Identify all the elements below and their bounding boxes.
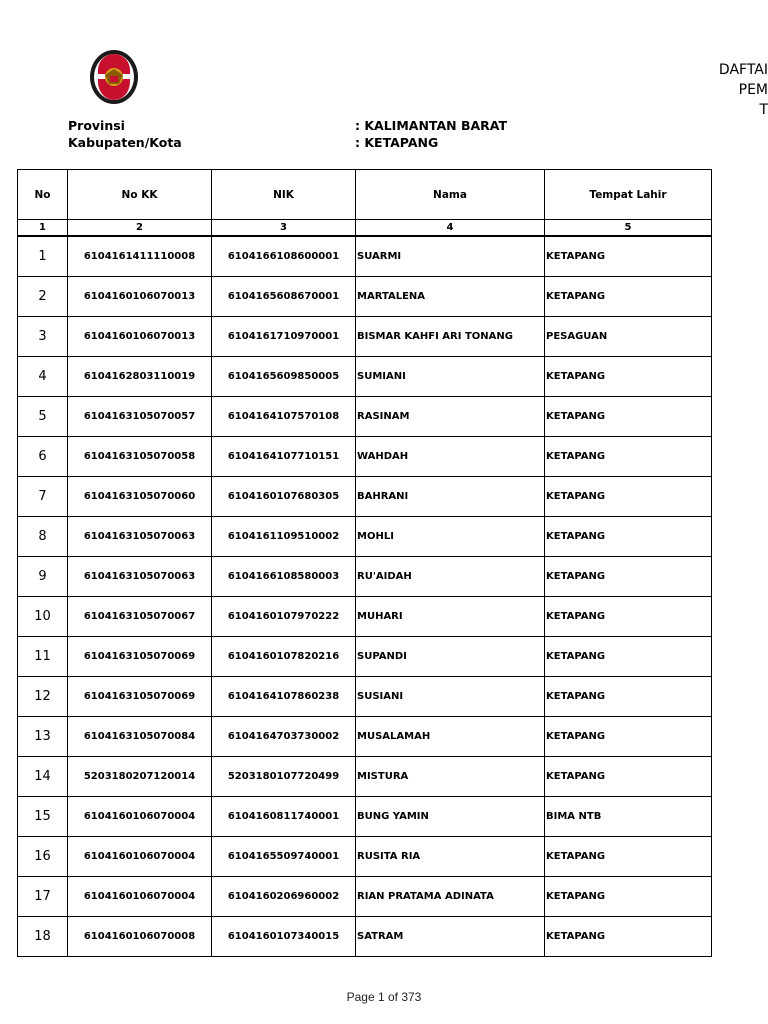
table-row	[18, 277, 712, 317]
cell-nik: 6104165609850005	[212, 357, 356, 397]
table-row	[18, 477, 712, 517]
cell-no-kk: 6104163105070069	[68, 637, 212, 677]
cell-nama: WAHDAH	[356, 437, 545, 477]
cell-no: 3	[18, 317, 68, 357]
table-row	[18, 917, 712, 957]
cell-nik: 6104165608670001	[212, 277, 356, 317]
cell-no-kk: 6104160106070004	[68, 797, 212, 837]
table-row	[18, 837, 712, 877]
title-line-1: DAFTAI	[718, 62, 768, 78]
cell-nama: MARTALENA	[356, 277, 545, 317]
cell-nik: 6104166108580003	[212, 557, 356, 597]
cell-tempat-lahir: KETAPANG	[545, 397, 712, 437]
cell-nik: 6104164107710151	[212, 437, 356, 477]
cell-nama: SUMIANI	[356, 357, 545, 397]
cell-nama: RIAN PRATAMA ADINATA	[356, 877, 545, 917]
cell-no: 5	[18, 397, 68, 437]
table-row	[18, 877, 712, 917]
cell-no-kk: 5203180207120014	[68, 757, 212, 797]
cell-tempat-lahir: KETAPANG	[545, 236, 712, 277]
cell-nik: 6104164107570108	[212, 397, 356, 437]
page-number: Page 1 of 373	[346, 990, 422, 1004]
table-row	[18, 517, 712, 557]
cell-tempat-lahir: KETAPANG	[545, 837, 712, 877]
cell-nama: MISTURA	[356, 757, 545, 797]
cell-no-kk: 6104163105070069	[68, 677, 212, 717]
cell-nama: RUSITA RIA	[356, 837, 545, 877]
cell-nik: 6104160811740001	[212, 797, 356, 837]
cell-no: 14	[18, 757, 68, 797]
cell-tempat-lahir: KETAPANG	[545, 517, 712, 557]
cell-nama: SUARMI	[356, 236, 545, 277]
cell-nama: RU'AIDAH	[356, 557, 545, 597]
cell-no-kk: 6104161411110008	[68, 236, 212, 277]
cell-nik: 6104164703730002	[212, 717, 356, 757]
column-number-row	[18, 220, 712, 237]
column-header-no: No	[18, 170, 68, 220]
cell-nama: RASINAM	[356, 397, 545, 437]
cell-no-kk: 6104163105070063	[68, 557, 212, 597]
title-line-3: T	[759, 102, 768, 118]
table-row	[18, 757, 712, 797]
cell-no: 16	[18, 837, 68, 877]
cell-no: 1	[18, 236, 68, 277]
cell-no: 11	[18, 637, 68, 677]
cell-no-kk: 6104160106070004	[68, 837, 212, 877]
cell-nik: 6104166108600001	[212, 236, 356, 277]
cell-no-kk: 6104160106070008	[68, 917, 212, 957]
cell-tempat-lahir: PESAGUAN	[545, 317, 712, 357]
cell-no-kk: 6104160106070013	[68, 277, 212, 317]
table-row	[18, 637, 712, 677]
cell-nik: 6104161109510002	[212, 517, 356, 557]
table-row	[18, 557, 712, 597]
title-line-2: PEM	[738, 82, 768, 98]
cell-nik: 6104160206960002	[212, 877, 356, 917]
cell-nik: 6104160107970222	[212, 597, 356, 637]
cell-no: 13	[18, 717, 68, 757]
cell-tempat-lahir: KETAPANG	[545, 357, 712, 397]
cell-no-kk: 6104162803110019	[68, 357, 212, 397]
table-row	[18, 236, 712, 277]
cell-no-kk: 6104163105070057	[68, 397, 212, 437]
cell-nik: 6104165509740001	[212, 837, 356, 877]
cell-no: 12	[18, 677, 68, 717]
cell-no: 6	[18, 437, 68, 477]
cell-nama: SUPANDI	[356, 637, 545, 677]
cell-tempat-lahir: KETAPANG	[545, 557, 712, 597]
table-header-row	[18, 170, 712, 220]
cell-nama: BAHRANI	[356, 477, 545, 517]
cell-nama: MUSALAMAH	[356, 717, 545, 757]
cell-nama: MUHARI	[356, 597, 545, 637]
cell-tempat-lahir: KETAPANG	[545, 877, 712, 917]
cell-tempat-lahir: KETAPANG	[545, 677, 712, 717]
cell-tempat-lahir: KETAPANG	[545, 637, 712, 677]
cell-tempat-lahir: KETAPANG	[545, 597, 712, 637]
cell-tempat-lahir: BIMA NTB	[545, 797, 712, 837]
table-row	[18, 677, 712, 717]
cell-no-kk: 6104160106070013	[68, 317, 212, 357]
cell-nik: 6104161710970001	[212, 317, 356, 357]
voter-table	[17, 169, 712, 957]
kabupaten-value: : KETAPANG	[355, 135, 439, 150]
cell-nama: BUNG YAMIN	[356, 797, 545, 837]
cell-tempat-lahir: KETAPANG	[545, 717, 712, 757]
cell-no-kk: 6104163105070060	[68, 477, 212, 517]
document-title	[648, 60, 768, 120]
column-header-tempat-lahir: Tempat Lahir	[545, 170, 712, 220]
cell-nik: 6104160107340015	[212, 917, 356, 957]
cell-no-kk: 6104163105070084	[68, 717, 212, 757]
cell-nama: SATRAM	[356, 917, 545, 957]
table-row	[18, 357, 712, 397]
column-number: 3	[212, 220, 356, 237]
cell-tempat-lahir: KETAPANG	[545, 277, 712, 317]
column-header-nama: Nama	[356, 170, 545, 220]
table-row	[18, 437, 712, 477]
cell-no: 18	[18, 917, 68, 957]
cell-no: 7	[18, 477, 68, 517]
table-row	[18, 317, 712, 357]
table-row	[18, 597, 712, 637]
kabupaten-label: Kabupaten/Kota	[68, 135, 182, 150]
column-number: 5	[545, 220, 712, 237]
cell-no: 15	[18, 797, 68, 837]
column-header-no-kk: No KK	[68, 170, 212, 220]
cell-no: 8	[18, 517, 68, 557]
provinsi-value: : KALIMANTAN BARAT	[355, 118, 508, 133]
provinsi-label: Provinsi	[68, 118, 125, 133]
cell-tempat-lahir: KETAPANG	[545, 917, 712, 957]
cell-tempat-lahir: KETAPANG	[545, 477, 712, 517]
cell-tempat-lahir: KETAPANG	[545, 437, 712, 477]
column-header-nik: NIK	[212, 170, 356, 220]
kpu-logo-icon	[88, 48, 140, 106]
kpu-logo	[88, 48, 140, 106]
cell-nik: 6104160107680305	[212, 477, 356, 517]
cell-nama: BISMAR KAHFI ARI TONANG	[356, 317, 545, 357]
cell-no: 9	[18, 557, 68, 597]
column-number: 4	[356, 220, 545, 237]
table-body	[18, 236, 712, 957]
cell-no: 17	[18, 877, 68, 917]
table-row	[18, 397, 712, 437]
cell-no-kk: 6104163105070058	[68, 437, 212, 477]
cell-no-kk: 6104163105070063	[68, 517, 212, 557]
cell-no: 2	[18, 277, 68, 317]
cell-no-kk: 6104163105070067	[68, 597, 212, 637]
table-row	[18, 797, 712, 837]
cell-no: 4	[18, 357, 68, 397]
cell-nama: SUSIANI	[356, 677, 545, 717]
table-row	[18, 717, 712, 757]
column-number: 2	[68, 220, 212, 237]
cell-nama: MOHLI	[356, 517, 545, 557]
cell-no: 10	[18, 597, 68, 637]
column-number: 1	[18, 220, 68, 237]
cell-tempat-lahir: KETAPANG	[545, 757, 712, 797]
cell-nik: 6104160107820216	[212, 637, 356, 677]
cell-nik: 5203180107720499	[212, 757, 356, 797]
cell-no-kk: 6104160106070004	[68, 877, 212, 917]
cell-nik: 6104164107860238	[212, 677, 356, 717]
